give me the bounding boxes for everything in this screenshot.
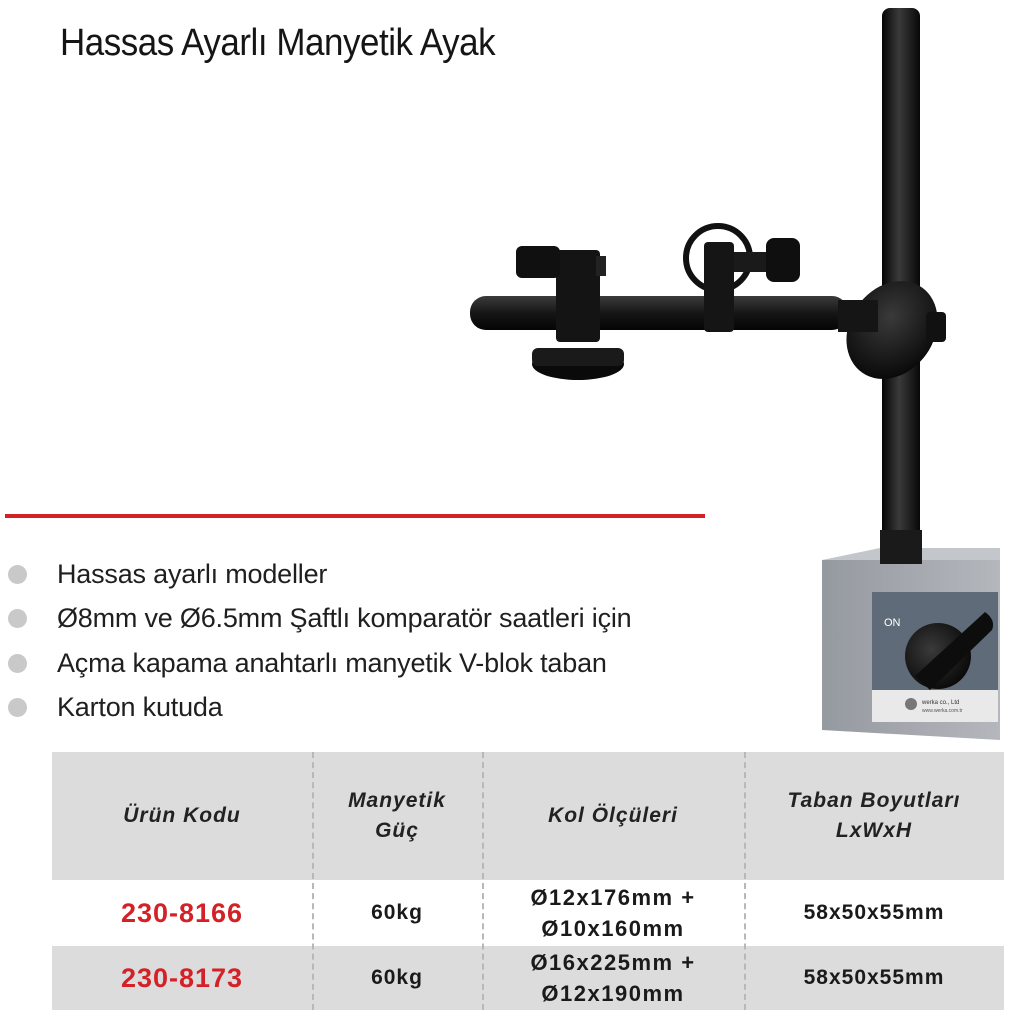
magnetic-power-value: 60kg — [371, 901, 423, 924]
feature-text: Hassas ayarlı modeller — [57, 558, 328, 589]
feature-text: Karton kutuda — [57, 692, 223, 723]
product-code: 230-8166 — [120, 897, 244, 928]
feature-item — [8, 686, 631, 731]
red-divider — [5, 514, 705, 518]
bullet-icon — [8, 565, 27, 584]
brand-url: www.werka.com.tr — [922, 708, 963, 714]
feature-text: Ø8mm ve Ø6.5mm Şaftlı komparatör saatleri için — [57, 603, 632, 634]
bullet-icon — [8, 698, 27, 717]
switch-on-label: ON — [884, 617, 901, 629]
header-product-code: Ürün Kodu — [123, 804, 241, 827]
arm-dimensions-value: Ø16x225mm + Ø12x190mm — [530, 950, 696, 1006]
feature-item — [8, 597, 631, 642]
brand-text: werka co., Ltd — [922, 700, 960, 706]
bullet-icon — [8, 609, 27, 628]
spec-table — [52, 752, 1004, 1010]
header-magnetic-power: Manyetik Güç — [348, 789, 446, 842]
feature-list — [8, 552, 631, 730]
base-dimensions-value: 58x50x55mm — [803, 901, 945, 924]
magnetic-power-value: 60kg — [371, 966, 423, 989]
header-arm-dimensions: Kol Ölçüleri — [548, 804, 678, 827]
bullet-icon — [8, 654, 27, 673]
magnetic-base — [822, 548, 1000, 740]
feature-text: Açma kapama anahtarlı manyetik V-blok taban — [57, 647, 607, 678]
feature-item — [8, 641, 631, 686]
product-code: 230-8173 — [120, 962, 244, 993]
horizontal-arm — [470, 296, 848, 330]
header-base-dimensions: Taban Boyutları LxWxH — [787, 789, 961, 842]
base-dimensions-value: 58x50x55mm — [803, 966, 945, 989]
arm-dimensions-value: Ø12x176mm + Ø10x160mm — [530, 885, 696, 941]
page-title: Hassas Ayarlı Manyetik Ayak — [60, 22, 496, 64]
feature-item — [8, 552, 631, 597]
